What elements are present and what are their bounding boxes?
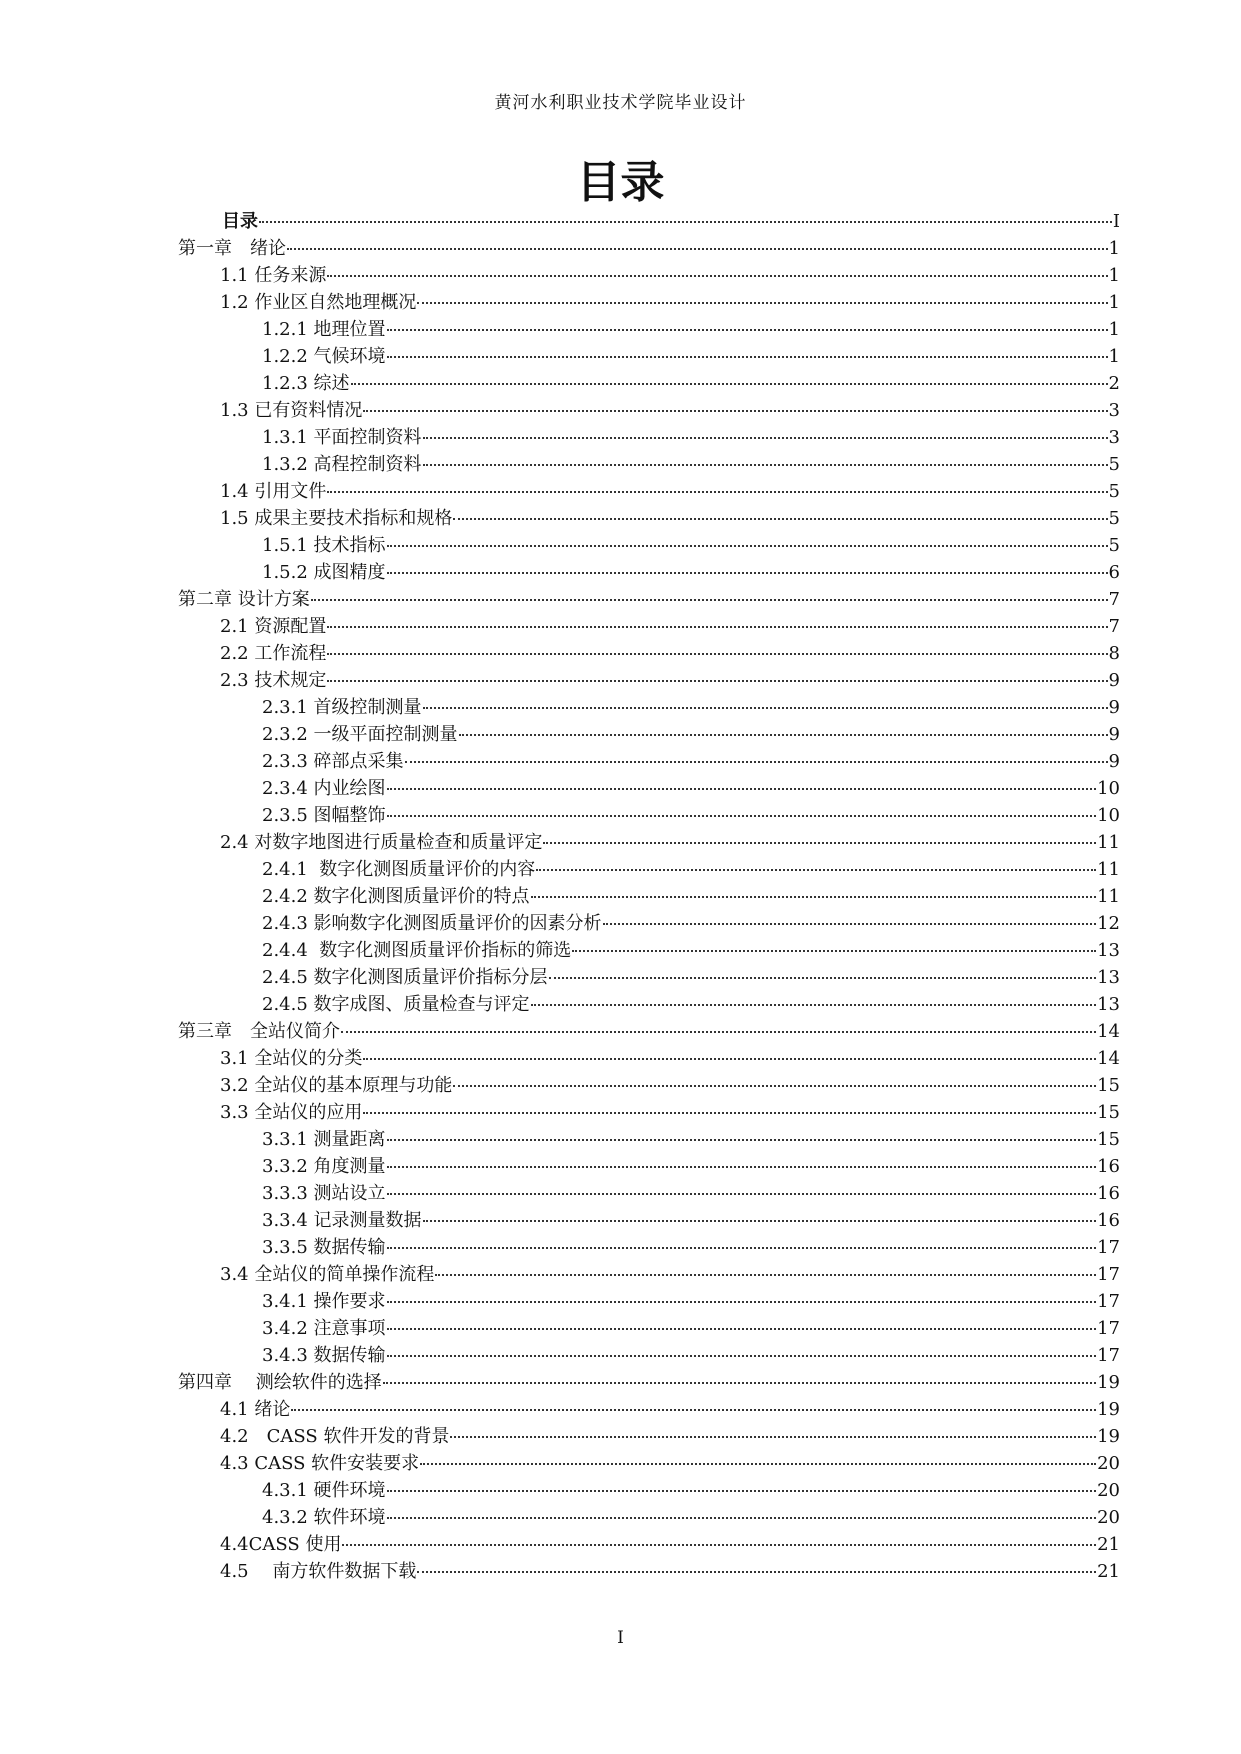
toc-entry-page: 9 [1108,697,1120,718]
toc-entry-title: 2.3.3 碎部点采集 [262,751,404,772]
page-header: 黄河水利职业技术学院毕业设计 [494,93,747,113]
toc-entry-title: 2.4.4 数字化测图质量评价指标的筛选 [262,940,572,961]
toc-entry-title: 2.3 技术规定 [220,670,327,691]
toc-entry-title: 1.1 任务来源 [220,265,327,286]
toc-entry-page: 1 [1108,319,1120,340]
toc-dot-leader [405,743,1108,763]
toc-dot-leader [291,1391,1096,1411]
toc-entry-title: 4.5 南方软件数据下载 [220,1561,417,1582]
toc-entry-page: 5 [1108,481,1120,502]
toc-entry-page: 8 [1108,643,1120,664]
toc-entry-title: 3.4 全站仪的简单操作流程 [220,1264,435,1285]
toc-entry-page: 1 [1108,346,1120,367]
toc-entry-page: 3 [1108,400,1120,421]
toc-entry-page: 5 [1108,454,1120,475]
toc-entry-page: 10 [1097,778,1120,799]
toc-entry-title: 1.3 已有资料情况 [220,400,363,421]
toc-entry-title: 4.3 CASS 软件安装要求 [220,1453,420,1474]
toc-dot-leader [259,203,1112,223]
toc-entry-page: 17 [1097,1237,1120,1258]
toc-entry-title: 1.2.1 地理位置 [262,319,386,340]
toc-entry[interactable] [178,1557,1120,1584]
toc-entry-page: 16 [1097,1183,1120,1204]
toc-dot-leader [327,635,1107,655]
toc-entry-title: 2.4.5 数字化测图质量评价指标分层 [262,967,548,988]
toc-entry-page: 17 [1097,1345,1120,1366]
toc-entry-title: 1.2.2 气候环境 [262,346,386,367]
toc-dot-leader [423,689,1108,709]
toc-dot-leader [536,851,1096,871]
toc-dot-leader [287,230,1108,250]
toc-entry-title: 1.4 引用文件 [220,481,327,502]
toc-entry-title: 1.3.2 高程控制资料 [262,454,422,475]
toc-entry-page: 17 [1097,1318,1120,1339]
toc-dot-leader [341,1013,1096,1033]
toc-dot-leader [531,986,1097,1006]
toc-entry-title: 2.3.4 内业绘图 [262,778,386,799]
toc-entry-page: 11 [1097,859,1120,880]
toc-entry-title: 2.4.2 数字化测图质量评价的特点 [262,886,530,907]
toc-entry-page: 16 [1097,1210,1120,1231]
toc-entry-page: 9 [1108,724,1120,745]
toc-entry-title: 2.1 资源配置 [220,616,327,637]
toc-dot-leader [543,824,1096,844]
toc-entry-title: 目录 [222,211,258,232]
toc-dot-leader [351,365,1108,385]
toc-entry-title: 第一章 绪论 [178,238,286,259]
toc-dot-leader [387,554,1108,574]
toc-entry-title: 2.4.5 数字成图、质量检查与评定 [262,994,530,1015]
toc-entry-page: 13 [1097,940,1120,961]
toc-entry-title: 1.5.1 技术指标 [262,535,386,556]
toc-entry-page: 14 [1097,1021,1120,1042]
toc-dot-leader [387,1337,1097,1357]
toc-entry-page: 19 [1097,1372,1120,1393]
toc-entry-page: 14 [1097,1048,1120,1069]
toc-dot-leader [387,1121,1097,1141]
toc-entry-page: 15 [1097,1075,1120,1096]
toc-entry-title: 1.5 成果主要技术指标和规格 [220,508,453,529]
toc-dot-leader [603,905,1097,925]
toc-dot-leader [327,257,1107,277]
toc-entry-page: 15 [1097,1129,1120,1150]
toc-dot-leader [387,311,1108,331]
toc-entry-page: 17 [1097,1264,1120,1285]
toc-entry-page: 9 [1108,670,1120,691]
toc-dot-leader [453,500,1107,520]
toc-entry-title: 4.3.2 软件环境 [262,1507,386,1528]
toc-entry-page: 13 [1097,967,1120,988]
toc-entry-title: 2.3.2 一级平面控制测量 [262,724,458,745]
toc-dot-leader [327,608,1107,628]
toc-entry-page: 21 [1097,1534,1120,1555]
toc-dot-leader [387,770,1097,790]
toc-entry-page: 10 [1097,805,1120,826]
toc-dot-leader [435,1256,1096,1276]
toc-entry-title: 2.2 工作流程 [220,643,327,664]
toc-entry-title: 1.5.2 成图精度 [262,562,386,583]
toc-entry-title: 3.3 全站仪的应用 [220,1102,363,1123]
toc-dot-leader [450,1418,1096,1438]
toc-entry-title: 3.3.3 测站设立 [262,1183,386,1204]
toc-entry-page: 7 [1108,616,1120,637]
toc-dot-leader [363,1094,1096,1114]
toc-entry-page: 5 [1108,508,1120,529]
toc-entry-title: 1.2.3 综述 [262,373,350,394]
toc-dot-leader [417,284,1107,304]
toc-entry-page: I [1112,211,1120,232]
toc-entry-title: 第四章 测绘软件的选择 [178,1372,382,1393]
toc-dot-leader [531,878,1097,898]
toc-entry-page: 12 [1097,913,1120,934]
toc-entry-page: 19 [1097,1399,1120,1420]
toc-entry-title: 4.3.1 硬件环境 [262,1480,386,1501]
toc-entry-title: 3.4.1 操作要求 [262,1291,386,1312]
toc-entry-title: 2.4.1 数字化测图质量评价的内容 [262,859,536,880]
toc-entry-title: 3.3.4 记录测量数据 [262,1210,422,1231]
toc-entry-title: 2.4.3 影响数字化测图质量评价的因素分析 [262,913,602,934]
toc-entry-title: 3.1 全站仪的分类 [220,1048,363,1069]
toc-entry-page: 20 [1097,1507,1120,1528]
toc-entry-title: 第三章 全站仪简介 [178,1021,340,1042]
toc-dot-leader [387,1148,1097,1168]
toc-entry-page: 1 [1108,265,1120,286]
toc-dot-leader [311,581,1108,601]
toc-entry-title: 3.4.2 注意事项 [262,1318,386,1339]
toc-dot-leader [363,1040,1096,1060]
toc-entry-title: 3.4.3 数据传输 [262,1345,386,1366]
toc-dot-leader [387,1283,1097,1303]
toc-dot-leader [363,392,1107,412]
toc-entry-page: 9 [1108,751,1120,772]
toc-dot-leader [549,959,1097,979]
toc-entry-page: 5 [1108,535,1120,556]
toc-entry-title: 3.2 全站仪的基本原理与功能 [220,1075,453,1096]
toc-entry-title: 2.3.1 首级控制测量 [262,697,422,718]
toc-dot-leader [387,527,1108,547]
toc-dot-leader [459,716,1108,736]
toc-dot-leader [572,932,1096,952]
toc-entry-page: 20 [1097,1480,1120,1501]
toc-entry-page: 11 [1097,832,1120,853]
toc-entry-title: 4.2 CASS 软件开发的背景 [220,1426,450,1447]
table-of-contents [178,207,1120,1584]
toc-entry-page: 2 [1108,373,1120,394]
toc-dot-leader [327,662,1107,682]
toc-dot-leader [417,1553,1096,1573]
toc-entry-page: 6 [1108,562,1120,583]
page-title: 目录 [576,157,665,208]
toc-entry-page: 15 [1097,1102,1120,1123]
toc-dot-leader [423,446,1108,466]
page-number: I [617,1628,624,1648]
toc-dot-leader [423,1202,1097,1222]
toc-entry-title: 4.1 绪论 [220,1399,291,1420]
toc-entry-page: 1 [1108,292,1120,313]
toc-entry-page: 20 [1097,1453,1120,1474]
toc-entry-page: 21 [1097,1561,1120,1582]
toc-entry-page: 3 [1108,427,1120,448]
toc-dot-leader [383,1364,1096,1384]
toc-dot-leader [387,1229,1097,1249]
toc-entry-page: 11 [1097,886,1120,907]
toc-dot-leader [342,1526,1096,1546]
toc-dot-leader [420,1445,1096,1465]
toc-entry-title: 1.3.1 平面控制资料 [262,427,422,448]
toc-entry-page: 1 [1108,238,1120,259]
toc-dot-leader [327,473,1107,493]
toc-entry-title: 4.4CASS 使用 [220,1534,342,1555]
toc-entry-title: 3.3.5 数据传输 [262,1237,386,1258]
toc-entry-title: 3.3.1 测量距离 [262,1129,386,1150]
toc-entry-title: 第二章 设计方案 [178,589,310,610]
toc-dot-leader [387,1499,1097,1519]
toc-dot-leader [453,1067,1096,1087]
toc-dot-leader [387,1310,1097,1330]
toc-entry-title: 2.3.5 图幅整饰 [262,805,386,826]
toc-entry-page: 13 [1097,994,1120,1015]
toc-entry-title: 1.2 作业区自然地理概况 [220,292,417,313]
toc-entry-page: 19 [1097,1426,1120,1447]
toc-entry-title: 2.4 对数字地图进行质量检查和质量评定 [220,832,543,853]
toc-dot-leader [423,419,1108,439]
toc-entry-title: 3.3.2 角度测量 [262,1156,386,1177]
toc-entry-page: 17 [1097,1291,1120,1312]
toc-entry-page: 7 [1108,589,1120,610]
toc-entry-page: 16 [1097,1156,1120,1177]
toc-dot-leader [387,338,1108,358]
toc-dot-leader [387,1175,1097,1195]
toc-dot-leader [387,797,1097,817]
toc-dot-leader [387,1472,1097,1492]
